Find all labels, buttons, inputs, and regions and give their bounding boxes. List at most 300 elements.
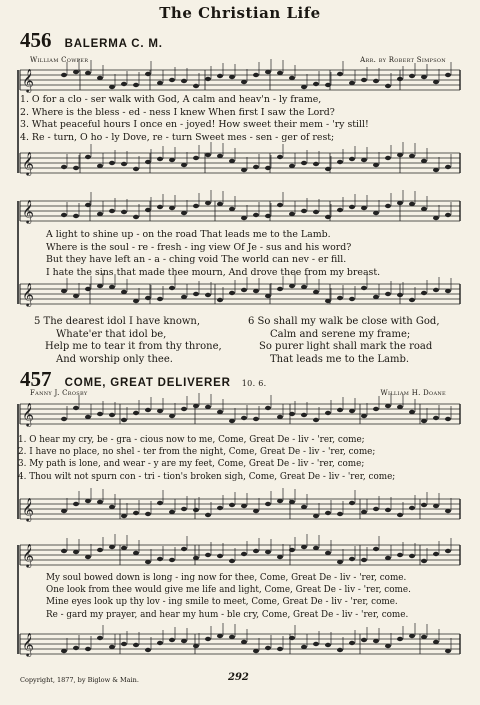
staff-457-2-bass-note: [337, 648, 343, 652]
staff-457-2-treble-note: [73, 550, 79, 554]
staff-456-1-treble-note: [181, 79, 187, 83]
running-header: The Christian Life: [159, 4, 321, 22]
staff-456-1-bass-note: [85, 155, 91, 159]
staff-457-2-treble-note: [109, 545, 115, 549]
staff-457-1-bass-note: [349, 501, 355, 505]
staff-457-1-bass-note: [133, 511, 139, 515]
staff-457-2-treble-note: [133, 551, 139, 555]
staff-456-1-bass-note: [253, 165, 259, 169]
staff-456-1-bass-note: [217, 154, 223, 158]
hymn-456-title: BALERMA C. M.: [64, 38, 163, 50]
staff-456-1-bass-note: [73, 166, 79, 170]
staff-457-2-treble-note: [205, 553, 211, 557]
staff-456-2-bass-note: [397, 293, 403, 297]
staff-457-1-treble-note: [73, 406, 79, 410]
staff-457-1-bass-note: [145, 512, 151, 516]
staff-457-1-treble-note: [181, 407, 187, 411]
staff-457-1-bass-note: [277, 499, 283, 503]
hymn-457-system-2-lyrics: [46, 572, 411, 621]
staff-456-1-bass-note: [97, 164, 103, 168]
staff-456-2-bass-note: [169, 286, 175, 290]
staff-456-2-bass-note: [181, 295, 187, 299]
staff-457-2-bass-note: [217, 634, 223, 638]
staff-457-1-bass-note: [109, 505, 115, 509]
staff-456-2-treble-note: [193, 204, 199, 208]
staff-457-1-bass-note: [313, 514, 319, 518]
verse-line: So purer light shall mark the road: [259, 341, 433, 352]
staff-457-2-bass-note: [397, 637, 403, 641]
staff-457-2-treble-note: [85, 555, 91, 559]
staff-456-1-treble-note: [133, 83, 139, 87]
staff-457-1-treble-note: [145, 408, 151, 412]
staff-457-2-bass-note: [205, 637, 211, 641]
staff-456-2-treble-note: [337, 208, 343, 212]
lyric-line: Where is the soul - re - fresh - ing view Of Je - sus and his word?: [46, 241, 352, 253]
staff-457-2-bass-note: [157, 641, 163, 645]
staff-457-1-bass-note: [409, 506, 415, 510]
staff-456-1-bass-note: [325, 167, 331, 171]
page-number: 292: [228, 672, 249, 683]
staff-456-2-treble-clef-icon: 𝄞: [22, 199, 34, 223]
staff-456-1-treble-note: [433, 80, 439, 84]
staff-457-1-bass-note: [205, 513, 211, 517]
staff-456-2-treble-note: [241, 216, 247, 220]
staff-456-2-bass-note: [73, 294, 79, 298]
staff-457-1-treble-note: [253, 417, 259, 421]
staff-457-1-treble-note: [277, 415, 283, 419]
staff-457-2-bass-note: [409, 634, 415, 638]
staff-457-1-bass-note: [169, 510, 175, 514]
staff-457-1-bass-note: [217, 506, 223, 510]
staff-456-1-treble-note: [241, 80, 247, 84]
staff-456-1-bass-note: [289, 164, 295, 168]
staff-456-1-treble-note: [157, 81, 163, 85]
staff-456-2-bass-note: [349, 297, 355, 301]
staff-456-2-treble-note: [373, 211, 379, 215]
lyric-line: 3. My path is lone, and wear - y are my feet, Come, Great De - liv - 'rer, come;: [18, 459, 365, 470]
hymn-457-composer: William H. Doane: [380, 389, 446, 397]
staff-456-1-treble-note: [409, 74, 415, 78]
staff-457-2-treble-note: [241, 552, 247, 556]
hymn-456-number: 456: [20, 28, 52, 52]
staff-456-1-treble-note: [253, 73, 259, 77]
staff-456-1-bass-note: [409, 154, 415, 158]
staff-457-1-treble-note: [289, 412, 295, 416]
staff-457-2-bass-note: [361, 638, 367, 642]
staff-456-1-bass-note: [121, 162, 127, 166]
staff-457-2-treble-note: [277, 555, 283, 559]
staff-456-1-treble-note: [193, 84, 199, 88]
staff-457-1-treble-note: [97, 412, 103, 416]
staff-457-1-bass-note: [85, 499, 91, 503]
staff-456-2-bass-note: [325, 299, 331, 303]
staff-456-2-treble-note: [145, 208, 151, 212]
staff-457-2-bass-note: [373, 639, 379, 643]
staff-456-1-bass-note: [169, 158, 175, 162]
staff-456-2-treble-note: [121, 210, 127, 214]
staff-456-1-treble-note: [361, 78, 367, 82]
staff-456-2-bass-note: [217, 298, 223, 302]
staff-456-2-bass-note: [229, 291, 235, 295]
staff-457-2-bass-note: [169, 638, 175, 642]
staff-457-1-treble-note: [325, 411, 331, 415]
lyric-line: 2. Where is the bless - ed - ness I knew When first I saw the Lord?: [20, 106, 335, 118]
staff-456-2-bass-note: [373, 295, 379, 299]
staff-457-1-bass-note: [121, 514, 127, 518]
staff-457-2-treble-note: [385, 556, 391, 560]
staff-457-2-treble-note: [253, 549, 259, 553]
staff-457-2-bass-note: [433, 640, 439, 644]
staff-457-1-treble-note: [433, 416, 439, 420]
staff-457-2-treble-note: [325, 551, 331, 555]
staff-457-2-bass-note: [349, 641, 355, 645]
verse-line: And worship only thee.: [56, 353, 173, 365]
staff-456-1-bass-note: [265, 166, 271, 170]
staff-456-1-bass-note: [241, 168, 247, 172]
staff-456-2-treble-note: [289, 212, 295, 216]
staff-456-2-bass-note: [85, 287, 91, 291]
staff-457-1-bass-note: [241, 504, 247, 508]
staff-457-1-bass-note: [373, 507, 379, 511]
staff-456-1-treble-note: [325, 83, 331, 87]
hymn-456-author: William Cowper: [30, 56, 89, 64]
staff-456-1-bass-note: [61, 165, 67, 169]
staff-456-1-treble-note: [97, 76, 103, 80]
staff-457-1-treble-note: [385, 404, 391, 408]
staff-457-1-treble-note: [349, 409, 355, 413]
staff-457-1-bass-note: [421, 503, 427, 507]
staff-457-2-treble-note: [61, 549, 67, 553]
staff-456-2-bass-note: [337, 296, 343, 300]
hymn-457-system-1-lyrics: [18, 434, 395, 483]
staff-456-2-treble-note: [433, 216, 439, 220]
staff-457-2-bass-note: [253, 649, 259, 653]
staff-457-2-treble-note: [217, 554, 223, 558]
verse-line: 5 The dearest idol I have known,: [34, 316, 201, 327]
staff-457-2-bass-note: [325, 643, 331, 647]
staff-457-2-treble-note: [373, 547, 379, 551]
staff-457-2-treble-note: [265, 550, 271, 554]
staff-456-2-treble-note: [349, 205, 355, 209]
staff-456-1-treble-note: [265, 70, 271, 74]
staff-457-1-treble-note: [133, 411, 139, 415]
verse-line: Whate'er that idol be,: [56, 328, 167, 340]
staff-457-2-treble-note: [313, 546, 319, 550]
staff-456-2-bass-note: [157, 297, 163, 301]
staff-457-1-bass-note: [61, 509, 67, 513]
staff-457-2-bass-note: [445, 649, 451, 653]
staff-457-2-treble-note: [349, 557, 355, 561]
staff-457-2-treble-note: [445, 549, 451, 553]
staff-456-2-treble-note: [265, 214, 271, 218]
verse-line: 6 So shall my walk be close with God,: [248, 316, 440, 327]
lyric-line: One look from thee would give me life and light, Come, Great De - liv - 'rer, come.: [46, 585, 411, 596]
staff-456-1-bass-note: [445, 165, 451, 169]
staff-457-1-treble-note: [205, 405, 211, 409]
hymn-456-system-1-lyrics: [20, 94, 369, 144]
staff-456-2-treble-note: [361, 206, 367, 210]
staff-456-1-treble-note: [85, 71, 91, 75]
staff-456-1-bass-note: [349, 157, 355, 161]
lyric-line: 1. O for a clo - ser walk with God, A calm and heav'n - ly frame,: [20, 94, 322, 105]
staff-457-2-bass-note: [133, 643, 139, 647]
staff-456-2-bass-note: [289, 284, 295, 288]
staff-457-1-bass-note: [325, 511, 331, 515]
staff-457-2-bass-note: [121, 642, 127, 646]
staff-457-1-bass-note: [73, 502, 79, 506]
staff-456-1-treble-note: [421, 75, 427, 79]
staff-456-1-treble-note: [217, 74, 223, 78]
staff-457-2-treble-note: [433, 552, 439, 556]
staff-456-2-bass-clef-icon: 𝄞: [22, 282, 34, 306]
staff-457-1-bass-note: [181, 507, 187, 511]
hymn-456-verse-6: [248, 316, 440, 366]
staff-456-1-bass-note: [421, 159, 427, 163]
staff-456-1-treble-note: [109, 85, 115, 89]
staff-457-2-bass-note: [385, 644, 391, 648]
staff-456-1-bass-note: [205, 153, 211, 157]
staff-457-2-bass-note: [277, 647, 283, 651]
staff-456-1-treble-note: [145, 72, 151, 76]
staff-456-2-treble-note: [85, 203, 91, 207]
staff-456-2-bass-note: [301, 285, 307, 289]
staff-456-1-bass-note: [193, 156, 199, 160]
staff-456-2-bass-note: [253, 289, 259, 293]
staff-457-2-bass-note: [73, 646, 79, 650]
staff-456-2-bass-note: [193, 292, 199, 296]
hymn-456-verse-5: [34, 316, 222, 366]
staff-456-2-bass-note: [265, 294, 271, 298]
staff-457-2-treble-note: [229, 559, 235, 563]
staff-457-1-treble-note: [121, 418, 127, 422]
staff-456-2-treble-note: [205, 201, 211, 205]
lyric-line: I hate the sins that made thee mourn, And drove thee from my breast.: [46, 266, 381, 278]
staff-456-1-bass-note: [157, 157, 163, 161]
staff-456-2-bass-note: [313, 290, 319, 294]
staff-457-2-treble-note: [409, 554, 415, 558]
staff-456-2-bass-note: [445, 289, 451, 293]
staff-457-1-bass-note: [229, 503, 235, 507]
lyric-line: Re - gard my prayer, and hear my hum - ble cry, Come, Great De - liv - 'rer, come.: [46, 609, 409, 620]
staff-457-1-bass-note: [361, 510, 367, 514]
lyric-line: My soul bowed down is long - ing now for thee, Come, Great De - liv - 'rer, come.: [46, 573, 407, 583]
staff-457-2-treble-clef-icon: 𝄞: [22, 543, 34, 567]
staff-456-2-bass-note: [409, 298, 415, 302]
staff-457-2-bass-note: [265, 646, 271, 650]
staff-456-1-treble-note: [277, 71, 283, 75]
staff-456-1-treble-note: [205, 77, 211, 81]
staff-456-1-treble-note: [313, 82, 319, 86]
staff-457-2-treble-note: [145, 560, 151, 564]
staff-457-2-bass-note: [289, 636, 295, 640]
staff-456-1-bass-note: [277, 155, 283, 159]
staff-456-2-bass-note: [145, 296, 151, 300]
staff-457-2-bass-note: [229, 635, 235, 639]
staff-456-1-bass-note: [433, 168, 439, 172]
staff-457-2-treble-note: [169, 558, 175, 562]
staff-457-2-bass-note: [145, 648, 151, 652]
staff-457-1-treble-note: [157, 409, 163, 413]
staff-456-1-bass-note: [313, 162, 319, 166]
staff-457-1-bass-note: [301, 505, 307, 509]
staff-456-1-bass-note: [337, 160, 343, 164]
staff-456-1-bass-note: [229, 159, 235, 163]
staff-456-1-treble-note: [337, 72, 343, 76]
staff-456-2-treble-note: [421, 207, 427, 211]
staff-457-1-treble-note: [61, 417, 67, 421]
staff-457-1-bass-note: [397, 513, 403, 517]
staff-457-1-bass-note: [385, 508, 391, 512]
staff-457-1-bass-note: [289, 500, 295, 504]
staff-456-1-bass-note: [361, 158, 367, 162]
staff-456-2-bass-note: [421, 291, 427, 295]
staff-456-1-treble-note: [445, 73, 451, 77]
staff-457-1-bass-note: [433, 504, 439, 508]
staff-456-1-bass-note: [301, 161, 307, 165]
staff-457-2-treble-note: [361, 558, 367, 562]
staff-457-2-bass-note: [313, 642, 319, 646]
staff-456-1-treble-note: [61, 73, 67, 77]
staff-457-1-treble-clef-icon: 𝄞: [22, 402, 34, 426]
staff-456-2-bass-note: [433, 288, 439, 292]
staff-457-1-treble-note: [169, 414, 175, 418]
staff-456-1-bass-clef-icon: 𝄞: [22, 151, 34, 175]
lyric-line: 4. Re - turn, O ho - ly Dove, re - turn Sweet mes - sen - ger of rest;: [20, 131, 335, 143]
lyric-line: 2. I have no place, no shel - ter from the night, Come, Great De - liv - 'rer, come;: [18, 447, 376, 458]
staff-456-1-bass-note: [109, 161, 115, 165]
staff-457-2-treble-note: [181, 547, 187, 551]
staff-457-1-treble-note: [109, 413, 115, 417]
staff-457-2-bass-note: [193, 644, 199, 648]
staff-456-2-treble-note: [61, 213, 67, 217]
staff-457-2-bass-note: [181, 639, 187, 643]
staff-457-1-bass-note: [193, 508, 199, 512]
verse-line: Calm and serene my frame;: [270, 328, 411, 340]
staff-456-2-bass-note: [385, 292, 391, 296]
staff-457-2-treble-note: [397, 553, 403, 557]
hymn-457-meter: 10. 6.: [241, 379, 267, 388]
staff-456-2-bass-note: [241, 288, 247, 292]
staff-456-1-bass-note: [397, 153, 403, 157]
staff-456-2-treble-note: [169, 206, 175, 210]
lyric-line: 3. What peaceful hours I once en - joyed! How sweet their mem - 'ry still!: [20, 119, 369, 131]
staff-456-2-bass-note: [61, 289, 67, 293]
staff-456-2-bass-note: [133, 299, 139, 303]
staff-456-2-treble-note: [217, 202, 223, 206]
staff-457-1-treble-note: [445, 417, 451, 421]
staff-456-1-treble-note: [349, 81, 355, 85]
staff-456-2-bass-note: [277, 287, 283, 291]
staff-457-1-bass-note: [265, 502, 271, 506]
staff-456-2-treble-note: [397, 201, 403, 205]
staff-456-2-treble-note: [445, 213, 451, 217]
staff-456-2-treble-note: [229, 207, 235, 211]
staff-457-1-bass-note: [337, 512, 343, 516]
hymn-457-number: 457: [20, 367, 52, 391]
staff-457-2-treble-note: [421, 559, 427, 563]
staff-456-1-treble-note: [385, 84, 391, 88]
staff-457-1-treble-note: [85, 415, 91, 419]
staff-457-2-bass-clef-icon: 𝄞: [22, 632, 34, 656]
lyric-line: 4. Thou wilt not spurn con - tri - tion's broken sigh, Come, Great De - liv - 'rer, come;: [18, 471, 396, 482]
lyric-line: But they have left an - a - ching void The world can nev - er fill.: [46, 254, 347, 266]
staff-457-2-treble-note: [337, 560, 343, 564]
staff-456-1-bass-note: [373, 163, 379, 167]
staff-457-1-treble-note: [241, 416, 247, 420]
hymn-457-author: Fanny J. Crosby: [30, 389, 88, 397]
staff-457-1-treble-note: [409, 410, 415, 414]
staff-456-1-treble-note: [301, 85, 307, 89]
staff-456-2-treble-note: [253, 213, 259, 217]
copyright-note: Copyright, 1877, by Biglow & Main.: [20, 676, 139, 684]
staff-457-2-bass-note: [421, 635, 427, 639]
staff-457-1-treble-note: [229, 419, 235, 423]
hymn-457-title: COME, GREAT DELIVERER: [64, 377, 231, 389]
staff-457-1-treble-note: [301, 413, 307, 417]
staff-456-1-bass-note: [145, 160, 151, 164]
staff-457-1-bass-clef-icon: 𝄞: [22, 497, 34, 521]
staff-457-2-bass-note: [241, 640, 247, 644]
staff-456-1-treble-note: [397, 77, 403, 81]
staff-457-2-bass-note: [85, 647, 91, 651]
staff-456-2-treble-note: [385, 204, 391, 208]
staff-456-2-bass-note: [205, 293, 211, 297]
staff-457-1-treble-note: [337, 408, 343, 412]
lyric-line: 1. O hear my cry, be - gra - cious now to me, Come, Great De - liv - 'rer, come;: [18, 435, 365, 445]
lyric-line: A light to shine up - on the road That leads me to the Lamb.: [46, 229, 331, 240]
staff-457-2-treble-note: [97, 548, 103, 552]
staff-457-2-treble-note: [289, 548, 295, 552]
staff-457-1-treble-note: [361, 414, 367, 418]
staff-456-1-treble-note: [373, 79, 379, 83]
staff-456-1-bass-note: [133, 167, 139, 171]
verse-line: That leads me to the Lamb.: [270, 353, 410, 365]
verse-line: Help me to tear it from thy throne,: [45, 341, 222, 352]
staff-456-2-bass-note: [97, 284, 103, 288]
hymn-456-arranger: Arr. by Robert Simpson: [360, 56, 446, 64]
staff-457-1-bass-note: [253, 509, 259, 513]
lyric-line: Mine eyes look up thy lov - ing smile to meet, Come, Great De - liv - 'rer, come.: [46, 597, 398, 608]
staff-456-2-treble-note: [157, 205, 163, 209]
staff-456-1-treble-note: [121, 82, 127, 86]
staff-457-2-treble-note: [301, 545, 307, 549]
staff-457-1-treble-note: [313, 418, 319, 422]
staff-456-2-treble-note: [73, 214, 79, 218]
hymn-456-system-2-lyrics: [46, 229, 380, 279]
staff-456-1-bass-note: [181, 163, 187, 167]
staff-456-2-treble-note: [277, 203, 283, 207]
staff-457-1-treble-note: [193, 404, 199, 408]
staff-457-1-treble-note: [373, 407, 379, 411]
staff-457-2-treble-note: [121, 546, 127, 550]
staff-456-2-treble-note: [325, 215, 331, 219]
staff-456-2-bass-note: [121, 290, 127, 294]
staff-457-1-treble-note: [265, 406, 271, 410]
staff-456-2-treble-note: [109, 209, 115, 213]
staff-456-1-treble-note: [169, 78, 175, 82]
staff-456-2-treble-note: [301, 209, 307, 213]
staff-457-1-treble-note: [421, 419, 427, 423]
staff-456-2-bass-note: [361, 286, 367, 290]
staff-456-1-treble-note: [289, 76, 295, 80]
staff-457-2-treble-note: [157, 557, 163, 561]
staff-456-2-treble-note: [313, 210, 319, 214]
staff-457-2-bass-note: [109, 645, 115, 649]
staff-456-2-treble-note: [97, 212, 103, 216]
staff-456-1-treble-note: [73, 70, 79, 74]
staff-456-2-treble-note: [181, 211, 187, 215]
staff-457-1-bass-note: [157, 501, 163, 505]
